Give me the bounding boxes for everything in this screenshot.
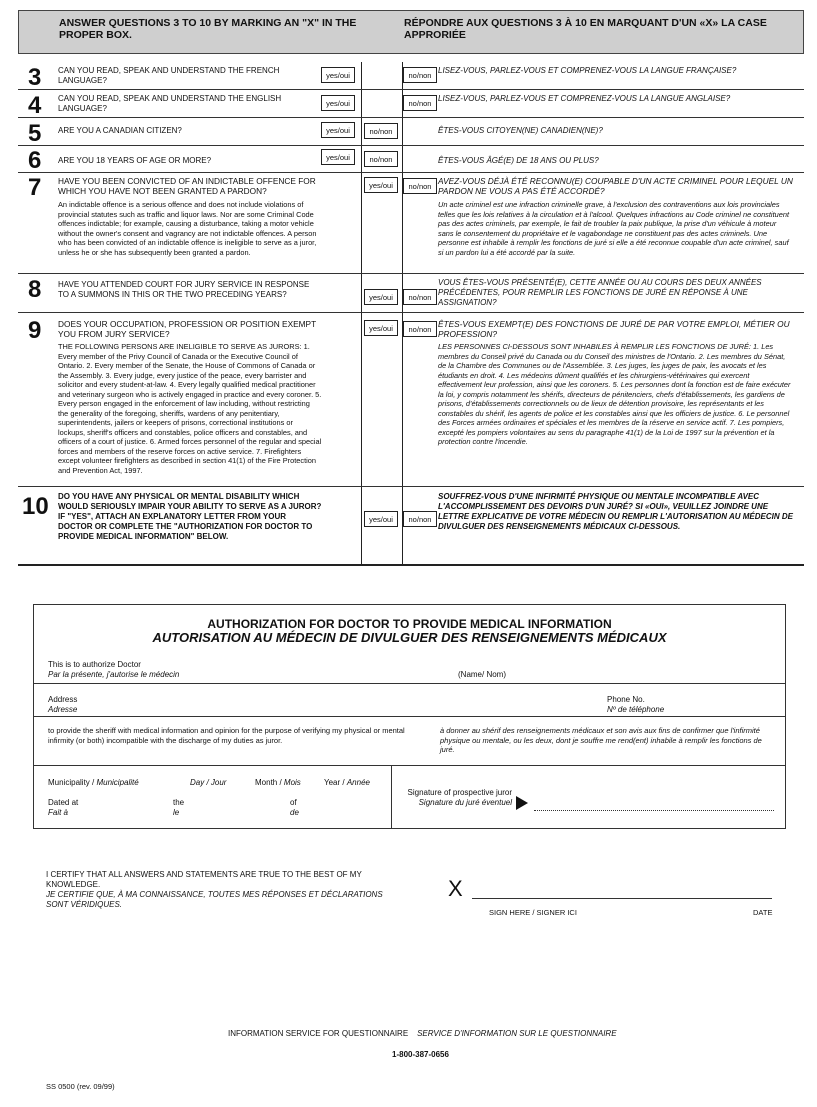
question-6: [18, 146, 804, 173]
no-checkbox[interactable]: no/non: [364, 151, 398, 167]
address-line[interactable]: [34, 716, 785, 717]
question-text-fr: VOUS ÊTES-VOUS PRÉSENTÉ(E), CETTE ANNÉE OU AU COURS DES DEUX ANNÉES PRÉCÉDENTES, POUR REMPLIR LES FONCTIONS DE JURÉ EN RÉPONSE À UNE ASSIGNATION?: [438, 278, 762, 307]
sign-here-label: SIGN HERE / SIGNER ICI: [489, 908, 577, 917]
auth-title-en: AUTHORIZATION FOR DOCTOR TO PROVIDE MEDICAL INFORMATION: [207, 617, 612, 631]
question-number: 8: [28, 276, 42, 303]
question-text-fr: LISEZ-VOUS, PARLEZ-VOUS ET COMPRENEZ-VOUS LA LANGUE FRANÇAISE?: [438, 66, 737, 75]
authorize-label-fr: Par la présente, j'autorise le médecin: [48, 670, 180, 679]
sign-here-line[interactable]: [472, 898, 772, 899]
divider: [34, 765, 785, 766]
dated-label-en: Dated at: [48, 798, 79, 807]
question-number: 4: [28, 92, 42, 119]
of-label-en: of: [290, 798, 297, 807]
no-checkbox[interactable]: no/non: [403, 511, 437, 527]
question-number: 5: [28, 120, 42, 147]
question-10: [18, 487, 804, 566]
dated-label-fr: Fait à: [48, 808, 69, 817]
question-4: [18, 90, 804, 118]
question-body-fr: Un acte criminel est une infraction criminelle grave, à l'exclusion des contraventions aux lois provinciales telles que les lois relatives à la circulation et à l'alcool. Quelques infractions au Code criminel ne constituent pas des actes criminels, par exemple, le fait de troubler la paix publique, la prise d'un véhicule à moteur sans le consentement du propriétaire et le vagabondage ne constituent pas des actes criminels. Une personne est inhabile à remplir les fonctions de juré si elle a été reconnue coupable d'un acte criminel, sauf si un pardon lui a été accordé par la suite.: [438, 200, 790, 257]
question-number: 10: [22, 493, 49, 520]
name-label: (Name/ Nom): [458, 670, 507, 679]
question-text-fr: LISEZ-VOUS, PARLEZ-VOUS ET COMPRENEZ-VOUS LA LANGUE ANGLAISE?: [438, 94, 731, 103]
info-service-fr: SERVICE D'INFORMATION SUR LE QUESTIONNAIRE: [417, 1029, 617, 1038]
question-text-fr: SOUFFREZ-VOUS D'UNE INFIRMITÉ PHYSIQUE OU MENTALE INCOMPATIBLE AVEC L'ACCOMPLISSEMENT DES DEVOIRS D'UN JURÉ? SI «OUI», VEUILLEZ JOINDRE UNE LETTRE EXPLICATIVE DE VOTRE MÉDECIN OU REMPLIR L'AUTORISATION AU MÉDECIN DE DIVULGUER DES RENSEIGNEMENTS MÉDICAUX CI-DESSOUS.: [438, 492, 793, 531]
address-label-fr: Adresse: [48, 705, 78, 714]
no-checkbox[interactable]: no/non: [403, 95, 437, 111]
question-text-en: DO YOU HAVE ANY PHYSICAL OR MENTAL DISABILITY WHICH WOULD SERIOUSLY IMPAIR YOUR ABILITY TO SERVE AS A JUROR? IF "YES", ATTACH AN EXPLANATORY LETTER FROM YOUR DOCTOR OR COMPLETE THE "AUTHORIZATION FOR DOCTOR TO PROVIDE MEDICAL INFORMATION" BELOW.: [58, 492, 322, 541]
question-body-fr: LES PERSONNES CI-DESSOUS SONT INHABILES À REMPLIR LES FONCTIONS DE JURÉ: 1. Les membres du Conseil privé du Canada ou du Conseil des ministres de l'Ontario. 2. Les membres du Sénat, de la Chambre des Communes ou de l'Assemblée. 3. Les juges, les juges de paix, les avocats et les étudiants en droit. 4. Les médecins dûment qualifiés et les chirurgiens-vétérinaires qui exercent effectivement leur profession, ainsi que les coroners. 5. Les personnes dont la fonction est de faire exécuter la loi, y compris notamment les shérifs, directeurs de pénitenciers, chefs d'établissements, les gardiens de prisons, d'établissements correctionnels ou de lieux de détention provisoire, les représentants et les constables du shérif, les agents de police et les constables ainsi que les officiers de justice. 6. Le personnel des Forces armées ordinaires et spéciales et les membres de la réserve en service actif. 7. Les pompiers, excepté les pompiers volontaires au sens du paragraphe 41(1) de la Loi de 1997 sur la prévention et la protection contre l'incendie.: [438, 342, 791, 446]
question-body-en: THE FOLLOWING PERSONS ARE INELIGIBLE TO SERVE AS JURORS: 1. Every member of the Privy Council of Canada or the Executive Council of Ontario. 2. Every member of the Senate, the House of Commons of Canada or the Assembly. 3. Every judge, every justice of the peace, every barrister and solicitor and every student-at-law. 4. Every legally qualified medical practitioner and veterinary surgeon who is actively engaged in practice and every coroner. 5. Every person engaged in the enforcement of law including, without restricting the generality of the foregoing, sheriffs, wardens of any penitentiary, superintendents, jailers or keepers of prisons, correctional institutions or lockups, sheriff's officers and constables, police officers and constables, and officers of a court of justice. 6. Armed forces personnel of the regular and special forces and members of the reserve forces on active service. 7. Firefighters except volunteer firefighters as described in section 41(1) of the Fire Protection and Prevention Act, 1997.: [58, 342, 322, 475]
question-text-fr: AVEZ-VOUS DÉJÀ ÉTÉ RECONNU(E) COUPABLE D'UN ACTE CRIMINEL POUR LEQUEL UN PARDON NE VOUS A PAS ÉTÉ ACCORDÉ?: [438, 176, 793, 196]
purpose-text-en: to provide the sheriff with medical information and opinion for the purpose of verifying my physical or mental infirmity (or both) incompatible with the discharge of my duties as juror.: [48, 726, 405, 745]
question-3: [18, 62, 804, 90]
question-number: 6: [28, 147, 42, 174]
purpose-text-fr: à donner au shérif des renseignements médicaux et son avis aux fins de confirmer que l'infirmité physique ou mentale, ou les deux, dont je souffre me rend(ent) inhabile à remplir les fonctions de juré.: [440, 726, 762, 754]
instructions-en: ANSWER QUESTIONS 3 TO 10 BY MARKING AN "X" IN THE PROPER BOX.: [59, 17, 357, 41]
question-body-en: An indictable offence is a serious offence and does not include violations of provincial statutes such as traffic and liquor laws. Nor are some Criminal Code offences indictable; for example, causing a disturbance, taking a motor vehicle without the owner's consent and vagrancy are not indictable offences. A person who has been convicted of an indictable offence is ineligible to serve as a juror, unless he or she has subsequently been granted a pardon.: [58, 200, 317, 257]
signature-label-en: Signature of prospective juror: [407, 788, 512, 797]
question-9: [18, 313, 804, 487]
question-number: 7: [28, 174, 42, 201]
no-checkbox[interactable]: no/non: [403, 67, 437, 83]
doctor-authorization-section: [33, 604, 786, 829]
no-checkbox[interactable]: no/non: [364, 123, 398, 139]
form-number: SS 0500 (rev. 09/99): [46, 1082, 115, 1091]
day-label-en: Day /: [190, 778, 211, 787]
info-phone-number[interactable]: 1-800-387-0656: [392, 1050, 449, 1059]
yes-checkbox[interactable]: yes/oui: [364, 289, 398, 305]
question-text-en: ARE YOU A CANADIAN CITIZEN?: [58, 126, 182, 135]
yes-checkbox[interactable]: yes/oui: [364, 511, 398, 527]
certification-text: [46, 870, 391, 910]
instructions-header: [18, 10, 804, 54]
the-label-fr: le: [173, 808, 180, 817]
no-checkbox[interactable]: no/non: [403, 178, 437, 194]
info-service-en: INFORMATION SERVICE FOR QUESTIONNAIRE: [228, 1029, 409, 1038]
month-label-en: Month /: [255, 778, 284, 787]
certify-en: I CERTIFY THAT ALL ANSWERS AND STATEMENTS ARE TRUE TO THE BEST OF MY KNOWLEDGE.: [46, 870, 362, 889]
yes-checkbox[interactable]: yes/oui: [321, 67, 355, 83]
question-text-en: ARE YOU 18 YEARS OF AGE OR MORE?: [58, 156, 212, 165]
day-label-fr: Jour: [210, 778, 227, 787]
question-number: 9: [28, 317, 42, 344]
arrow-right-icon: [516, 796, 528, 810]
yes-checkbox[interactable]: yes/oui: [321, 149, 355, 165]
question-text-fr: ÊTES-VOUS ÂGÉ(E) DE 18 ANS OU PLUS?: [438, 156, 599, 165]
question-text-en: CAN YOU READ, SPEAK AND UNDERSTAND THE FRENCH LANGUAGE?: [58, 66, 280, 85]
yes-checkbox[interactable]: yes/oui: [364, 320, 398, 336]
question-text-en: HAVE YOU BEEN CONVICTED OF AN INDICTABLE OFFENCE FOR WHICH YOU HAVE NOT BEEN GRANTED A PARDON?: [58, 176, 316, 196]
date-label: DATE: [753, 908, 773, 917]
month-label-fr: Mois: [283, 778, 301, 787]
phone-label-en: Phone No.: [607, 695, 645, 704]
year-label-fr: Année: [346, 778, 370, 787]
question-text-en: HAVE YOU ATTENDED COURT FOR JURY SERVICE IN RESPONSE TO A SUMMONS IN THIS OR THE TWO PRECEDING YEARS?: [58, 280, 310, 299]
phone-label-fr: Nº de téléphone: [607, 705, 665, 714]
certify-fr: JE CERTIFIE QUE, À MA CONNAISSANCE, TOUTES MES RÉPONSES ET DÉCLARATIONS SONT VÉRIDIQUES.: [46, 890, 383, 909]
no-checkbox[interactable]: no/non: [403, 321, 437, 337]
question-text-en: CAN YOU READ, SPEAK AND UNDERSTAND THE ENGLISH LANGUAGE?: [58, 94, 282, 113]
no-checkbox[interactable]: no/non: [403, 289, 437, 305]
doctor-name-line[interactable]: [34, 683, 785, 684]
of-label-fr: de: [290, 808, 299, 817]
instructions-fr: RÉPONDRE AUX QUESTIONS 3 À 10 EN MARQUANT D'UN «X» LA CASE APPRORIÉE: [404, 17, 767, 41]
municipality-label-fr: Municipalité: [96, 778, 139, 787]
municipality-label-en: Municipality /: [48, 778, 97, 787]
authorize-label-en: This is to authorize Doctor: [48, 660, 141, 669]
yes-checkbox[interactable]: yes/oui: [364, 177, 398, 193]
question-5: [18, 118, 804, 146]
question-text-fr: ÊTES-VOUS CITOYEN(NE) CANADIEN(NE)?: [438, 126, 603, 135]
yes-checkbox[interactable]: yes/oui: [321, 95, 355, 111]
signature-label-fr: Signature du juré éventuel: [418, 798, 512, 807]
question-text-en: DOES YOUR OCCUPATION, PROFESSION OR POSITION EXEMPT YOU FROM JURY SERVICE?: [58, 319, 317, 339]
the-label-en: the: [173, 798, 185, 807]
sign-x-mark: X: [448, 876, 463, 901]
question-7: [18, 173, 804, 274]
question-text-fr: ÊTES-VOUS EXEMPT(E) DES FONCTIONS DE JURÉ DE PAR VOTRE EMPLOI, MÉTIER OU PROFESSION?: [438, 319, 790, 339]
info-service: [228, 1029, 617, 1038]
question-8: [18, 274, 804, 313]
signature-divider: [391, 765, 392, 828]
address-label-en: Address: [48, 695, 78, 704]
year-label-en: Year /: [324, 778, 347, 787]
signature-line[interactable]: [534, 810, 774, 811]
auth-title-fr: AUTORISATION AU MÉDECIN DE DIVULGUER DES RENSEIGNEMENTS MÉDICAUX: [152, 630, 667, 645]
yes-checkbox[interactable]: yes/oui: [321, 122, 355, 138]
question-number: 3: [28, 64, 42, 91]
